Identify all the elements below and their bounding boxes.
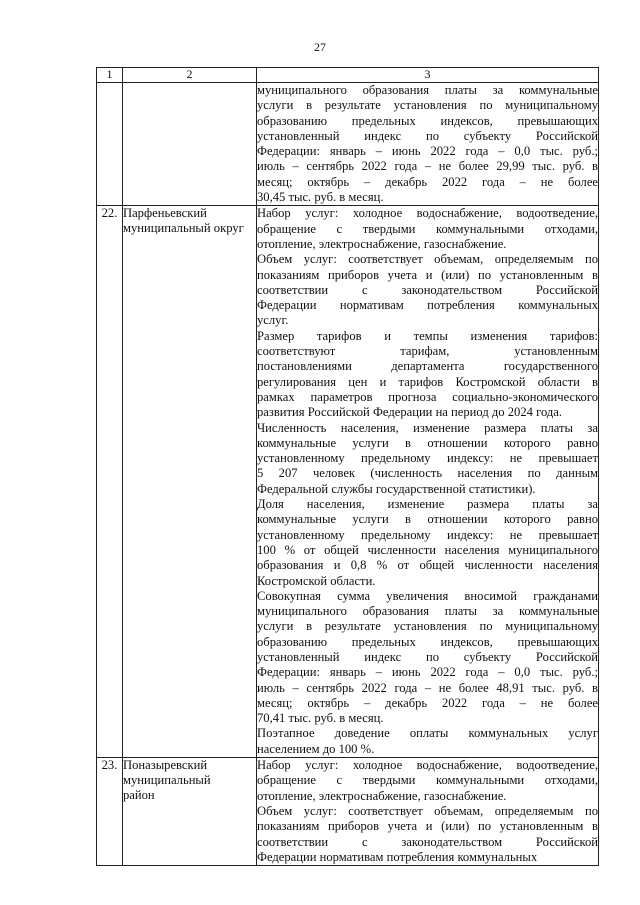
text-line: показаниям приборов учета и (или) по установленным в	[257, 267, 598, 282]
text-line: месяц; октябрь – декабрь 2022 года – не более	[257, 695, 598, 710]
text-line: отопление, электроснабжение, газоснабжение.	[257, 236, 507, 251]
text-line: Численность населения, изменение размера платы за	[257, 420, 598, 435]
row-number: 22.	[97, 206, 123, 758]
text-line: муниципального образования платы за коммунальные	[257, 604, 598, 619]
text-line: Совокупная сумма увеличения вносимой гражданами	[257, 588, 598, 603]
paragraph	[257, 329, 598, 421]
text-line: услуг.	[257, 313, 289, 328]
text-line: Набор услуг: холодное водоснабжение, водоотведение,	[257, 758, 598, 773]
text-line: Костромской области.	[257, 573, 376, 588]
text-line: установленному предельному индексу: не превышает	[257, 451, 598, 466]
table-row	[97, 83, 599, 206]
text-line: 70,41 тыс. руб. в месяц.	[257, 711, 384, 726]
text-line: Объем услуг: соответствует объемам, определяемым по	[257, 252, 598, 267]
text-line: развития Российской Федерации на период до 2024 года.	[257, 405, 563, 420]
text-line: коммунальные услуги в отношении которого равно	[257, 512, 598, 527]
paragraph	[257, 589, 598, 727]
text-line: Федерации: январь – июнь 2022 года – 0,0 тыс. руб.;	[257, 665, 598, 680]
header-col-1: 1	[97, 68, 123, 83]
paragraph	[257, 421, 598, 497]
header-col-2: 2	[123, 68, 257, 83]
text-line: обращение с твердыми коммунальными отходами,	[257, 221, 598, 236]
row-number	[97, 83, 123, 206]
text-line: установленный индекс по субъекту Российской	[257, 128, 598, 143]
text-line: Федерации нормативам потребления коммунальных	[257, 298, 598, 313]
municipality-name-line: район	[123, 788, 155, 803]
text-line: 5 207 человек (численность населения по данным	[257, 466, 598, 481]
page-number: 27	[314, 40, 326, 54]
text-line: месяц; октябрь – декабрь 2022 года – не более	[257, 174, 598, 189]
municipality-name	[123, 206, 257, 758]
municipality-name-line: муниципальный округ	[123, 221, 244, 236]
paragraph	[257, 497, 598, 589]
paragraph	[257, 726, 598, 757]
text-line: Доля населения, изменение размера платы за	[257, 497, 598, 512]
text-line: июль – сентябрь 2022 года – не более 48,91 тыс. руб. в	[257, 680, 598, 695]
text-line: Объем услуг: соответствует объемам, определяемым по	[257, 803, 598, 818]
text-line: муниципального образования платы за коммунальные	[257, 83, 598, 97]
text-line: услуги в результате установления по муниципальному	[257, 98, 598, 113]
text-line: Размер тарифов и темпы изменения тарифов:	[257, 328, 598, 343]
municipality-name-line: муниципальный	[123, 773, 211, 788]
row-description	[257, 758, 599, 866]
text-line: отопление, электроснабжение, газоснабжение.	[257, 788, 507, 803]
text-line: образования и 0,8 % от общей численности населения	[257, 558, 598, 573]
text-line: 30,45 тыс. руб. в месяц.	[257, 190, 384, 205]
table-header-row	[97, 68, 599, 83]
text-line: регулирования цен и тарифов Костромской области в	[257, 374, 598, 389]
text-line: населением до 100 %.	[257, 741, 375, 756]
table-row	[97, 206, 599, 758]
text-line: июль – сентябрь 2022 года – не более 29,99 тыс. руб. в	[257, 159, 598, 174]
text-line: рамках параметров прогноза социально-экономического	[257, 389, 598, 404]
text-line: образованию предельных индексов, превышающих	[257, 113, 598, 128]
row-description	[257, 83, 599, 206]
text-line: услуги в результате установления по муниципальному	[257, 619, 598, 634]
paragraph	[257, 758, 598, 804]
paragraph	[257, 804, 598, 865]
row-number: 23.	[97, 758, 123, 866]
text-line: обращение с твердыми коммунальными отходами,	[257, 773, 598, 788]
text-line: соответствии с законодательством Российской	[257, 834, 598, 849]
text-line: образованию предельных индексов, превышающих	[257, 634, 598, 649]
municipality-name-line: Парфеньевский	[123, 206, 207, 221]
text-line: соответствуют тарифам, установленным	[257, 344, 598, 359]
row-description	[257, 206, 599, 758]
header-col-3: 3	[257, 68, 599, 83]
text-line: Поэтапное доведение оплаты коммунальных услуг	[257, 726, 598, 741]
text-line: соответствии с законодательством Российской	[257, 282, 598, 297]
tariff-table	[96, 67, 599, 866]
text-line: Федерации: январь – июнь 2022 года – 0,0 тыс. руб.;	[257, 144, 598, 159]
text-line: постановлениями департамента государственного	[257, 359, 598, 374]
paragraph	[257, 206, 598, 252]
municipality-name	[123, 758, 257, 866]
paragraph	[257, 252, 598, 328]
text-line: установленному предельному индексу: не превышает	[257, 527, 598, 542]
text-line: Федерации нормативам потребления коммунальных	[257, 849, 538, 864]
text-line: 100 % от общей численности населения муниципального	[257, 542, 598, 557]
municipality-name-line: Поназыревский	[123, 758, 208, 773]
paragraph	[257, 83, 598, 205]
table-row	[97, 758, 599, 866]
text-line: показаниям приборов учета и (или) по установленным в	[257, 819, 598, 834]
text-line: коммунальные услуги в отношении которого равно	[257, 435, 598, 450]
text-line: Набор услуг: холодное водоснабжение, водоотведение,	[257, 206, 598, 221]
text-line: установленный индекс по субъекту Российской	[257, 649, 598, 664]
municipality-name	[123, 83, 257, 206]
text-line: Федеральной службы государственной статистики).	[257, 481, 536, 496]
